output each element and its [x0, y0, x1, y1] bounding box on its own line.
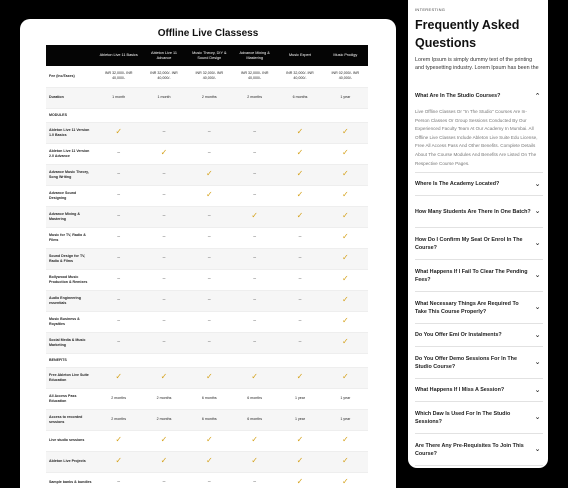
- dash-icon: –: [141, 332, 186, 353]
- faq-question[interactable]: [415, 379, 543, 401]
- module-name: Audio Engineering essentials: [46, 290, 96, 311]
- module-row: [46, 332, 368, 353]
- faq-intro: Lorem Ipsum is simply dummy text of the printing and typesetting industry. Lorem Ipsum has been the: [415, 57, 539, 71]
- faq-question-text: Do You Offer Demo Sessions For In The Studio Course?: [415, 355, 517, 370]
- check-icon: ✓: [232, 206, 277, 227]
- fee-cell: INR 32,000/- INR 40,000/-: [96, 66, 141, 87]
- fee-cell: INR 32,000/- INR 40,000/-: [187, 66, 232, 87]
- dash-icon: –: [187, 206, 232, 227]
- benefit-name: Free Ableton Live Suite Education: [46, 367, 96, 388]
- check-icon: ✓: [141, 451, 186, 472]
- benefit-name: Ableton Live Projects: [46, 451, 96, 472]
- benefits-section-row: [46, 353, 368, 367]
- check-icon: ✓: [232, 367, 277, 388]
- benefit-row: [46, 430, 368, 451]
- faq-question[interactable]: [415, 228, 543, 259]
- dash-icon: –: [277, 269, 322, 290]
- benefit-name: Access to recorded sessions: [46, 409, 96, 430]
- dash-icon: –: [96, 332, 141, 353]
- dash-icon: –: [141, 122, 186, 143]
- check-icon: ✓: [187, 430, 232, 451]
- check-icon: ✓: [96, 367, 141, 388]
- chevron-down-icon: ⌄: [534, 414, 541, 422]
- fee-cell: INR 32,000/- INR 40,000/-: [141, 66, 186, 87]
- dash-icon: –: [96, 143, 141, 164]
- check-icon: ✓: [277, 164, 322, 185]
- check-icon: ✓: [232, 430, 277, 451]
- faq-question[interactable]: [415, 260, 543, 291]
- faq-question-text: Where Is The Academy Located?: [415, 181, 500, 188]
- dash-icon: –: [96, 311, 141, 332]
- check-icon: ✓: [277, 185, 322, 206]
- dash-icon: –: [277, 248, 322, 269]
- check-icon: ✓: [277, 206, 322, 227]
- faq-question-text: How Many Students Are There In One Batch?: [415, 208, 531, 215]
- module-row: [46, 290, 368, 311]
- table-header-row: [46, 45, 368, 66]
- check-icon: ✓: [187, 451, 232, 472]
- check-icon: ✓: [323, 164, 368, 185]
- comparison-table: [46, 45, 368, 488]
- module-row: [46, 227, 368, 248]
- check-icon: ✓: [277, 143, 322, 164]
- dash-icon: –: [232, 472, 277, 488]
- dash-icon: –: [141, 164, 186, 185]
- check-icon: ✓: [323, 430, 368, 451]
- faq-question[interactable]: [415, 402, 543, 433]
- check-icon: ✓: [323, 143, 368, 164]
- benefit-cell: 6 months: [232, 388, 277, 409]
- faq-question-text: What Necessary Things Are Required To Take This Course Properly?: [415, 300, 519, 315]
- chevron-up-icon: ⌃: [534, 92, 541, 100]
- check-icon: ✓: [323, 122, 368, 143]
- duration-row: [46, 87, 368, 108]
- dash-icon: –: [232, 311, 277, 332]
- benefit-name: Sample banks & bundles: [46, 472, 96, 488]
- module-name: Advance Music Theory, Song Writing: [46, 164, 96, 185]
- check-icon: ✓: [96, 430, 141, 451]
- module-name: Advance Mixing & Mastering: [46, 206, 96, 227]
- column-header: Ableton Live 11 Basics: [96, 45, 141, 66]
- module-row: [46, 164, 368, 185]
- faq-card: [408, 0, 548, 468]
- dash-icon: –: [141, 290, 186, 311]
- column-header: Music Theory, DIY & Sound Design: [187, 45, 232, 66]
- dash-icon: –: [96, 290, 141, 311]
- faq-question-text: Which Daw Is Used For In The Studio Sessions?: [415, 410, 511, 425]
- benefit-cell: 2 months: [141, 409, 186, 430]
- faq-question-text: What Happens If I Miss A Session?: [415, 387, 505, 394]
- faq-question[interactable]: [415, 434, 543, 465]
- faq-answer: Live Offline Classes Or "In The Studio" Courses Are In-Person Classes Or Group Sessions Conducted By Our Experienced Faculty Team At Our Academy In Mumbai. All Offline Live Classes Include Ableton Live Suite Edu License, Free All Access Pass And Other Benefits. Complete Details About The Course Modules And Benefits Are Listed On The Respective Course Pages.: [415, 109, 538, 166]
- duration-cell: 1 month: [141, 87, 186, 108]
- dash-icon: –: [141, 311, 186, 332]
- faq-item: [415, 324, 543, 347]
- dash-icon: –: [277, 227, 322, 248]
- modules-section-row: [46, 108, 368, 122]
- check-icon: ✓: [323, 269, 368, 290]
- column-header: Ableton Live 11 Advance: [141, 45, 186, 66]
- header-blank: [46, 45, 96, 66]
- chevron-down-icon: ⌄: [534, 359, 541, 367]
- faq-question[interactable]: [415, 196, 543, 227]
- dash-icon: –: [232, 164, 277, 185]
- dash-icon: –: [96, 472, 141, 488]
- dash-icon: –: [96, 227, 141, 248]
- dash-icon: –: [187, 143, 232, 164]
- benefit-cell: 1 year: [323, 388, 368, 409]
- benefit-cell: 2 months: [96, 388, 141, 409]
- module-row: [46, 311, 368, 332]
- module-name: Ableton Live 11 Version 1.0 Basics: [46, 122, 96, 143]
- faq-question[interactable]: [415, 292, 543, 323]
- dash-icon: –: [141, 472, 186, 488]
- dash-icon: –: [232, 227, 277, 248]
- check-icon: ✓: [323, 332, 368, 353]
- benefit-row: [46, 451, 368, 472]
- chevron-down-icon: ⌄: [534, 386, 541, 394]
- fee-cell: INR 32,000/- INR 40,000/-: [277, 66, 322, 87]
- faq-item: [415, 292, 543, 324]
- faq-item: [415, 402, 543, 434]
- faq-question[interactable]: [415, 324, 543, 346]
- chevron-down-icon: ⌄: [534, 446, 541, 454]
- faq-item: [415, 260, 543, 292]
- benefit-cell: 6 months: [187, 388, 232, 409]
- duration-cell: 1 year: [323, 87, 368, 108]
- chevron-down-icon: ⌄: [534, 240, 541, 248]
- dash-icon: –: [277, 290, 322, 311]
- benefit-cell: 2 months: [96, 409, 141, 430]
- check-icon: ✓: [187, 185, 232, 206]
- dash-icon: –: [187, 290, 232, 311]
- faq-question-text: What Happens If I Fail To Clear The Pending Fees?: [415, 268, 528, 283]
- check-icon: ✓: [141, 367, 186, 388]
- section-label: BENEFITS: [46, 353, 368, 367]
- check-icon: ✓: [277, 122, 322, 143]
- dash-icon: –: [232, 185, 277, 206]
- dash-icon: –: [232, 248, 277, 269]
- chevron-down-icon: ⌄: [534, 304, 541, 312]
- column-header: Advance Mixing & Mastering: [232, 45, 277, 66]
- check-icon: ✓: [323, 290, 368, 311]
- dash-icon: –: [232, 290, 277, 311]
- benefit-cell: 1 year: [277, 388, 322, 409]
- benefit-cell: 1 year: [277, 409, 322, 430]
- faq-question-text: Do You Offer Emi Or Instalments?: [415, 332, 502, 339]
- check-icon: ✓: [187, 367, 232, 388]
- row-label: Fee (Inc/Taxes): [46, 66, 96, 87]
- benefit-name: All Access Pass Education: [46, 388, 96, 409]
- check-icon: ✓: [323, 367, 368, 388]
- dash-icon: –: [187, 269, 232, 290]
- offline-classes-card: [20, 19, 396, 488]
- chevron-down-icon: ⌄: [534, 331, 541, 339]
- module-name: Music Business & Royalties: [46, 311, 96, 332]
- faq-question[interactable]: [415, 86, 543, 106]
- faq-list: [415, 86, 543, 466]
- module-name: Advance Sound Designing: [46, 185, 96, 206]
- benefit-row: [46, 472, 368, 488]
- dash-icon: –: [96, 185, 141, 206]
- module-name: Music for TV, Radio & Films: [46, 227, 96, 248]
- duration-cell: 2 months: [187, 87, 232, 108]
- chevron-down-icon: ⌄: [534, 272, 541, 280]
- module-row: [46, 185, 368, 206]
- column-header: Music Expert: [277, 45, 322, 66]
- dash-icon: –: [187, 248, 232, 269]
- faq-question[interactable]: [415, 347, 543, 378]
- check-icon: ✓: [323, 206, 368, 227]
- dash-icon: –: [187, 122, 232, 143]
- faq-item: [415, 173, 543, 196]
- dash-icon: –: [232, 332, 277, 353]
- dash-icon: –: [187, 227, 232, 248]
- benefit-row: [46, 409, 368, 430]
- dash-icon: –: [232, 269, 277, 290]
- dash-icon: –: [141, 185, 186, 206]
- row-label: Duration: [46, 87, 96, 108]
- benefit-cell: 6 months: [232, 409, 277, 430]
- duration-cell: 1 month: [96, 87, 141, 108]
- column-header: Music Prodigy: [323, 45, 368, 66]
- dash-icon: –: [141, 269, 186, 290]
- dash-icon: –: [232, 122, 277, 143]
- check-icon: ✓: [277, 451, 322, 472]
- module-name: Bollywood Music Production & Remixes: [46, 269, 96, 290]
- dash-icon: –: [96, 269, 141, 290]
- module-row: [46, 248, 368, 269]
- module-row: [46, 122, 368, 143]
- duration-cell: 2 months: [232, 87, 277, 108]
- benefit-cell: 2 months: [141, 388, 186, 409]
- check-icon: ✓: [323, 311, 368, 332]
- faq-title: Frequently Asked Questions: [415, 18, 520, 50]
- faq-item: [415, 347, 543, 379]
- check-icon: ✓: [232, 451, 277, 472]
- faq-item: [415, 379, 543, 402]
- check-icon: ✓: [141, 143, 186, 164]
- faq-question-text: What Are In The Studio Courses?: [415, 93, 501, 99]
- benefit-cell: 1 year: [323, 409, 368, 430]
- module-name: Sound Design for TV, Radio & Films: [46, 248, 96, 269]
- faq-item: [415, 228, 543, 260]
- check-icon: ✓: [277, 367, 322, 388]
- dash-icon: –: [187, 472, 232, 488]
- faq-item: [415, 86, 543, 173]
- fees-row: [46, 66, 368, 87]
- dash-icon: –: [277, 311, 322, 332]
- module-name: Social Media & Music Marketing: [46, 332, 96, 353]
- section-label: MODULES: [46, 108, 368, 122]
- dash-icon: –: [187, 332, 232, 353]
- dash-icon: –: [96, 248, 141, 269]
- check-icon: ✓: [277, 472, 322, 488]
- module-row: [46, 269, 368, 290]
- check-icon: ✓: [187, 164, 232, 185]
- dash-icon: –: [232, 143, 277, 164]
- faq-question-text: Are There Any Pre-Requisites To Join This Course?: [415, 442, 524, 457]
- duration-cell: 6 months: [277, 87, 322, 108]
- benefit-cell: 6 months: [187, 409, 232, 430]
- faq-question[interactable]: [415, 173, 543, 195]
- faq-item: [415, 196, 543, 228]
- chevron-down-icon: ⌄: [534, 208, 541, 216]
- check-icon: ✓: [96, 451, 141, 472]
- check-icon: ✓: [323, 451, 368, 472]
- table-title: Offline Live Classess: [157, 28, 259, 39]
- check-icon: ✓: [323, 472, 368, 488]
- benefit-row: [46, 388, 368, 409]
- faq-question-text: How Do I Confirm My Seat Or Enrol In The Course?: [415, 236, 523, 251]
- benefit-row: [46, 367, 368, 388]
- check-icon: ✓: [277, 430, 322, 451]
- chevron-down-icon: ⌄: [534, 180, 541, 188]
- dash-icon: –: [187, 311, 232, 332]
- module-row: [46, 143, 368, 164]
- dash-icon: –: [141, 206, 186, 227]
- dash-icon: –: [96, 206, 141, 227]
- module-name: Ableton Live 11 Version 2.0 Advance: [46, 143, 96, 164]
- fee-cell: INR 02,000/- INR 40,000/-: [323, 66, 368, 87]
- benefit-name: Live studio sessions: [46, 430, 96, 451]
- dash-icon: –: [96, 164, 141, 185]
- check-icon: ✓: [96, 122, 141, 143]
- module-row: [46, 206, 368, 227]
- dash-icon: –: [277, 332, 322, 353]
- faq-item: [415, 434, 543, 466]
- faq-kicker: INTERESTING: [415, 7, 446, 12]
- dash-icon: –: [141, 248, 186, 269]
- dash-icon: –: [141, 227, 186, 248]
- check-icon: ✓: [141, 430, 186, 451]
- check-icon: ✓: [323, 248, 368, 269]
- check-icon: ✓: [323, 227, 368, 248]
- check-icon: ✓: [323, 185, 368, 206]
- fee-cell: INR 32,000/- INR 40,000/-: [232, 66, 277, 87]
